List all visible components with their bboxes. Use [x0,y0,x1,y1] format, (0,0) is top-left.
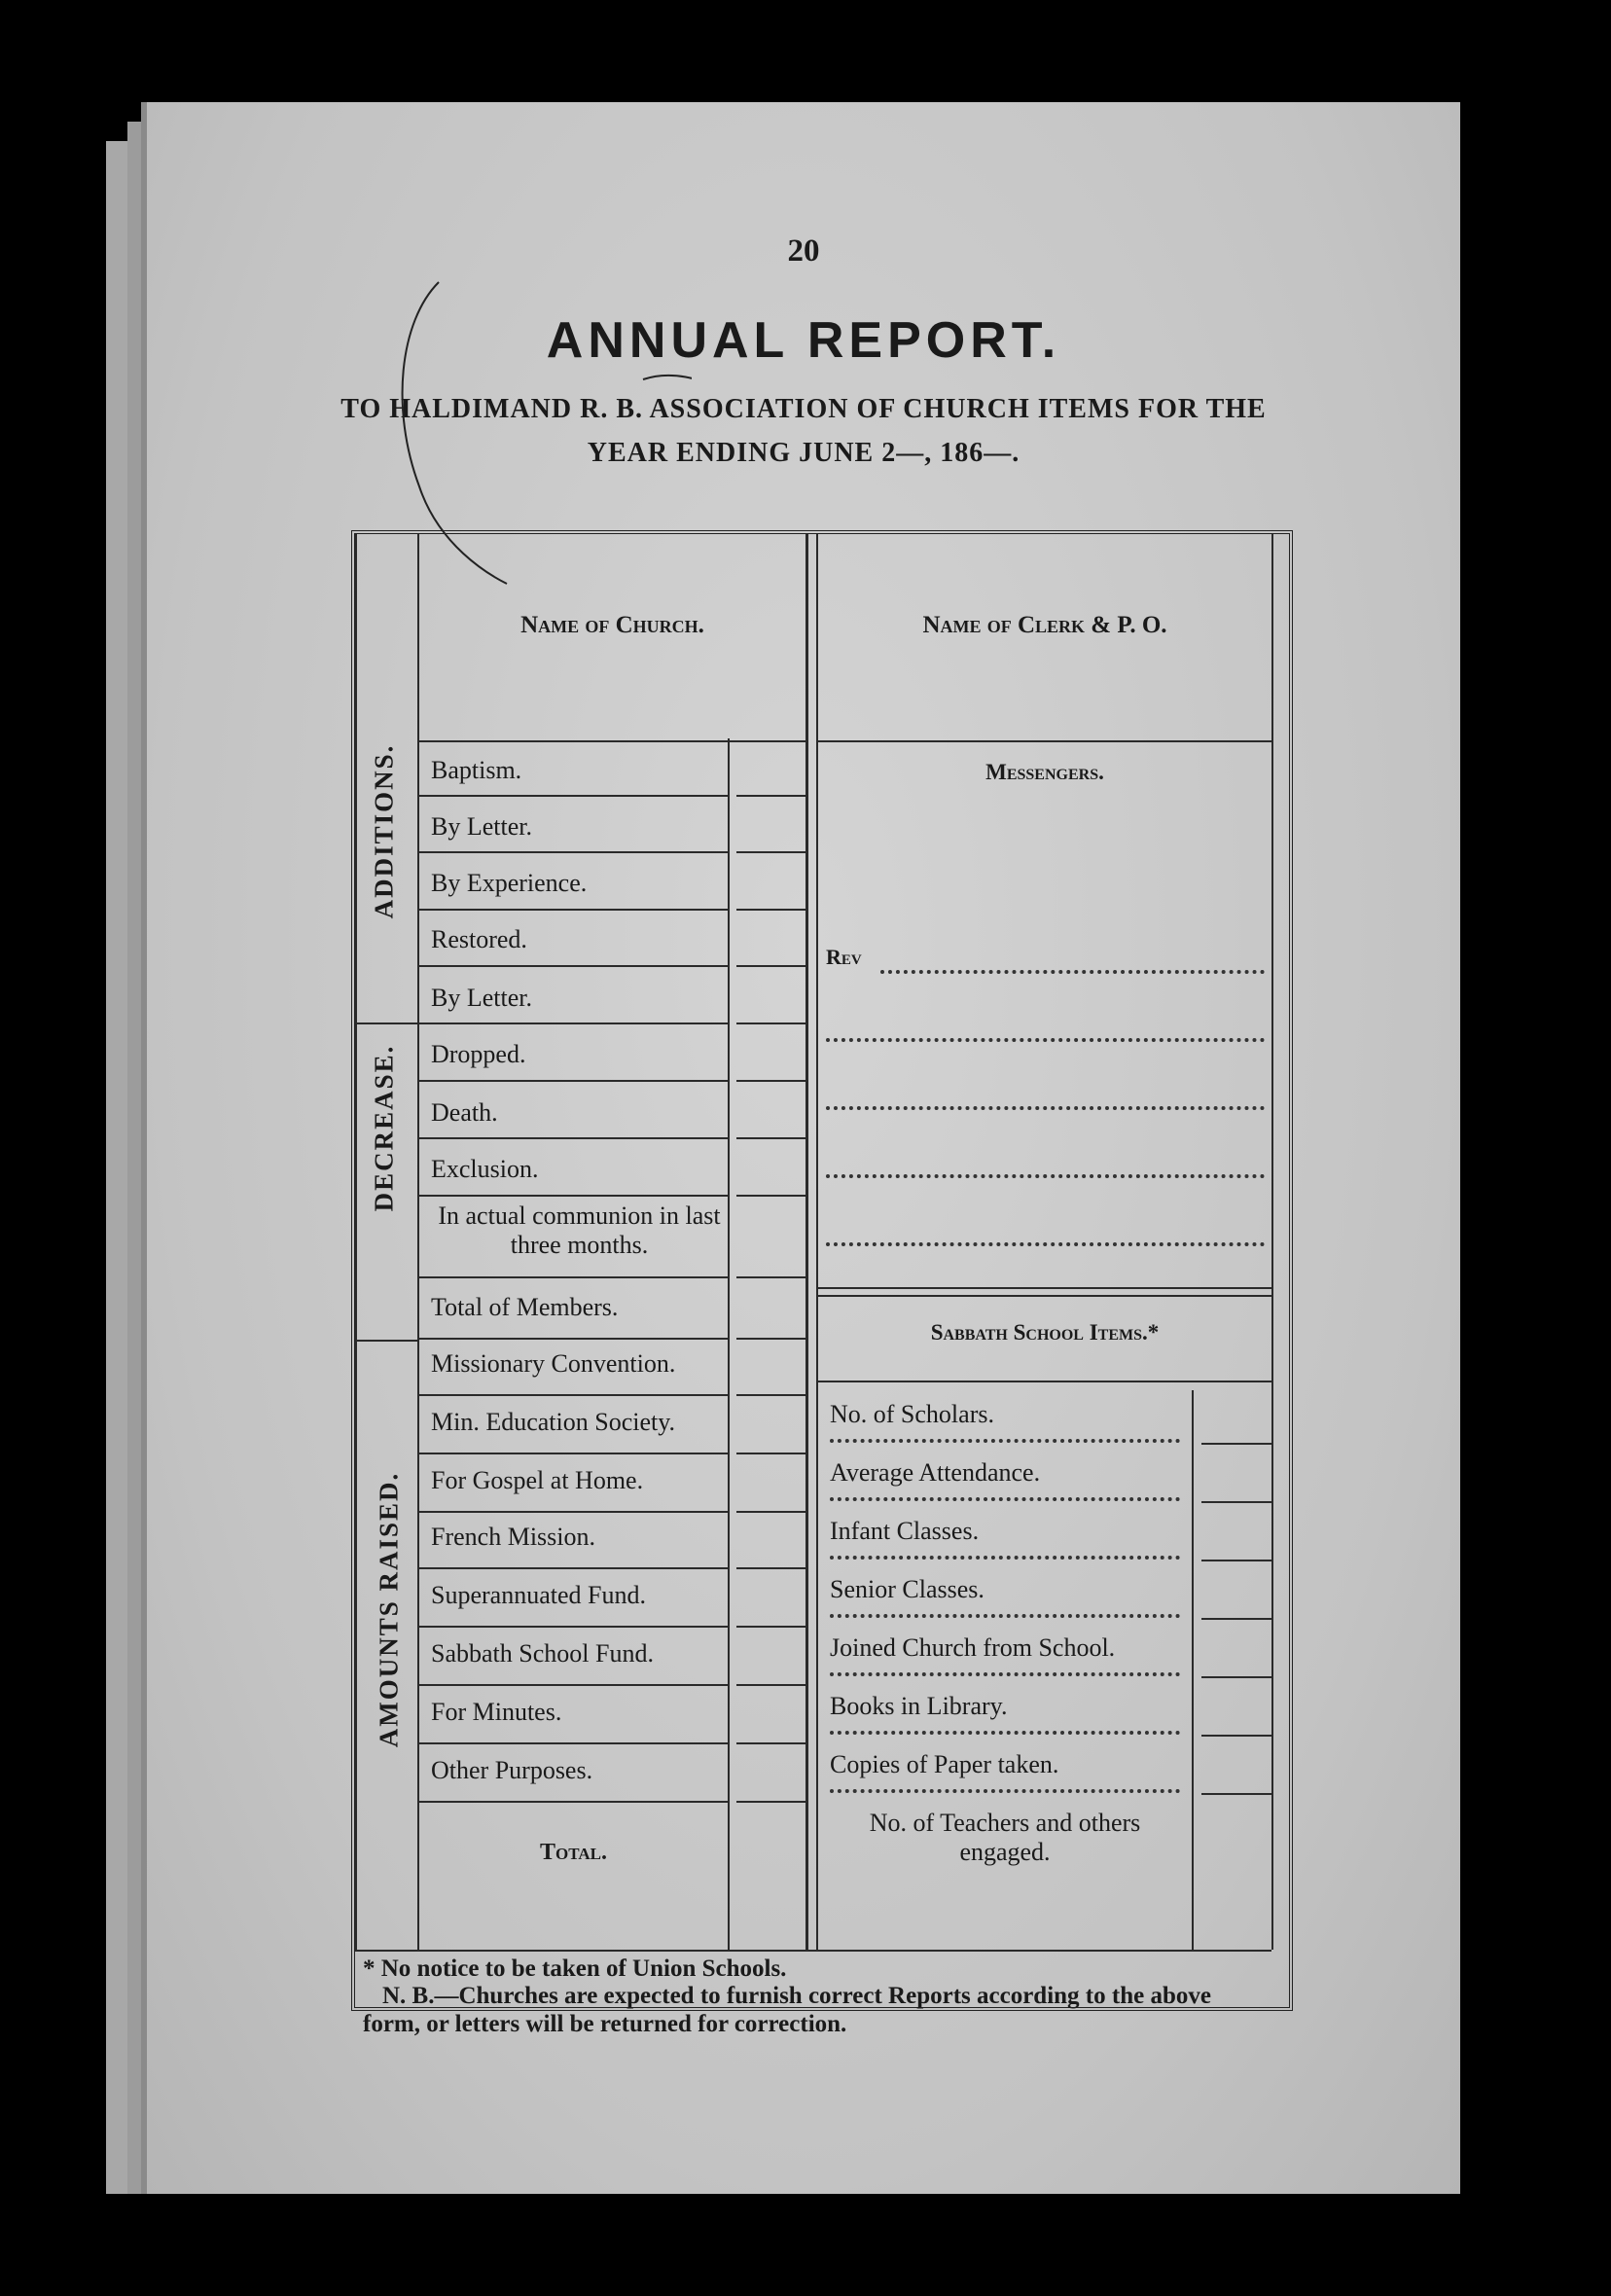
rule [736,795,806,797]
rule [728,738,730,1950]
rule [816,534,818,1950]
rule [818,740,1271,742]
rule [419,851,728,853]
messenger-line-1[interactable] [880,970,1265,974]
section-additions: ADDITIONS. [369,743,399,919]
row-by-letter-add: By Letter. [431,812,532,841]
rule [736,851,806,853]
row-by-experience: By Experience. [431,869,588,897]
rule [818,1381,1271,1382]
rule [1201,1676,1271,1678]
rule [355,534,357,1950]
row-superannuated: Superannuated Fund. [431,1581,646,1609]
row-other-purposes: Other Purposes. [431,1756,593,1784]
rule [1201,1560,1271,1561]
row-actual-communion: In actual communion in last three months. [438,1202,721,1259]
row-total-members: Total of Members. [431,1293,619,1321]
messenger-line-5[interactable] [826,1242,1265,1246]
rule [419,1684,728,1686]
rule [818,1287,1271,1289]
nb-notice: N. B.—Churches are expected to furnish correct Reports according to the above form, or letters will be returned for correction. [363,1983,1211,2037]
rule [736,1022,806,1024]
rule-dotted [830,1614,1180,1618]
school-row-books: Books in Library. [830,1692,1008,1720]
row-by-letter-dec: By Letter. [431,984,532,1012]
rule [419,1338,728,1340]
row-gospel-at-home: For Gospel at Home. [431,1466,644,1494]
rule-dotted [830,1672,1180,1676]
report-title: ANNUAL REPORT. [546,312,1061,369]
row-for-minutes: For Minutes. [431,1698,562,1726]
header-name-of-church: Name of Church. [520,612,704,638]
rule [417,534,419,1950]
row-min-education: Min. Education Society. [431,1408,676,1436]
rule [1201,1735,1271,1737]
rule [419,1022,728,1024]
row-sabbath-school-fund: Sabbath School Fund. [431,1639,654,1668]
rule [1201,1501,1271,1503]
row-restored: Restored. [431,925,527,953]
messenger-line-2[interactable] [826,1038,1265,1042]
row-total: Total. [540,1840,607,1865]
header-name-of-clerk: Name of Clerk & P. O. [922,612,1167,638]
rule [419,1626,728,1628]
row-missionary-convention: Missionary Convention. [431,1349,676,1378]
school-row-joined: Joined Church from School. [830,1633,1116,1662]
rule [736,1567,806,1569]
rule-dotted [830,1731,1180,1735]
rule [419,965,728,967]
rule [419,795,728,797]
rule [419,1080,728,1082]
rule [419,740,806,742]
rule [818,1295,1271,1297]
rule [1271,534,1273,1950]
rule [736,1338,806,1340]
rule [419,1276,728,1278]
messenger-rev-label: Rev [826,945,862,969]
footnote-union-schools: * No notice to be taken of Union Schools. [363,1955,787,1982]
school-row-infant: Infant Classes. [830,1517,980,1545]
row-dropped: Dropped. [431,1040,526,1068]
row-french-mission: French Mission. [431,1523,595,1551]
document-page [141,102,1460,2194]
rule-dotted [830,1497,1180,1501]
row-death: Death. [431,1098,498,1127]
rule [736,1626,806,1628]
header-sabbath-school: Sabbath School Items.* [930,1320,1160,1345]
rule [355,1950,1271,1952]
messenger-line-3[interactable] [826,1106,1265,1110]
rule [419,909,728,911]
messenger-line-4[interactable] [826,1174,1265,1178]
rule [736,1137,806,1139]
school-row-attendance: Average Attendance. [830,1458,1041,1487]
rule [1201,1443,1271,1445]
rule [736,965,806,967]
rule [736,1684,806,1686]
rule [736,1801,806,1803]
section-decrease: DECREASE. [369,1044,399,1212]
section-amounts-raised: AMOUNTS RAISED. [374,1471,404,1748]
rule [419,1567,728,1569]
rule [355,1340,417,1342]
rule [419,1137,728,1139]
page-edge-inner [127,122,141,2194]
rule [1201,1793,1271,1795]
rule-dotted [830,1439,1180,1443]
school-row-teachers: No. of Teachers and others engaged. [869,1809,1141,1866]
rule [736,909,806,911]
rule-dotted [830,1789,1180,1793]
rule [1201,1618,1271,1620]
row-baptism: Baptism. [431,756,522,784]
rule [419,1394,728,1396]
rule [1192,1390,1194,1950]
rule [419,1742,728,1744]
rule [736,1080,806,1082]
report-subtitle-line2: YEAR ENDING JUNE 2—, 186—. [587,438,1020,468]
rule [736,1195,806,1197]
rule-dotted [830,1556,1180,1560]
school-row-copies: Copies of Paper taken. [830,1750,1059,1778]
rule [736,1453,806,1454]
rule [419,1511,728,1513]
rule [419,1453,728,1454]
page-number: 20 [787,233,820,269]
rule [736,1394,806,1396]
rule [736,1276,806,1278]
rule [736,1742,806,1744]
report-form [351,530,1293,2037]
rule [419,1801,728,1803]
rule [806,534,808,1950]
rule [736,1511,806,1513]
report-subtitle-line1: TO HALDIMAND R. B. ASSOCIATION OF CHURCH ITEMS FOR THE [340,394,1267,424]
row-exclusion: Exclusion. [431,1155,539,1183]
school-row-scholars: No. of Scholars. [830,1400,994,1428]
header-messengers: Messengers. [985,760,1104,784]
rule [419,1195,728,1197]
school-row-senior: Senior Classes. [830,1575,984,1603]
